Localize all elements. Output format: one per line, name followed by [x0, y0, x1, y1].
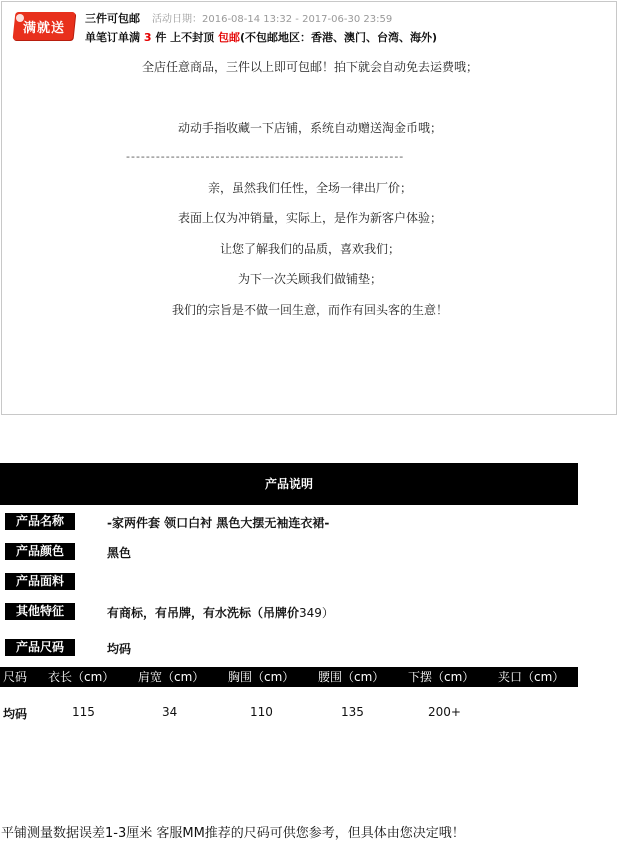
value-other-features: [107, 604, 334, 621]
rule-mid: 件 上不封顶: [155, 31, 215, 44]
col-length: 衣长（cm）: [48, 670, 115, 684]
col-shoulder: 肩宽（cm）: [138, 670, 205, 684]
divider-dashes: --------------------------------------------------------: [126, 150, 405, 163]
rule-suffix: (不包邮地区：香港、澳门、台湾、海外): [240, 31, 438, 44]
features-text: 有商标，有吊牌，有水洗标（吊牌价: [107, 606, 300, 620]
cell-length: 115: [72, 705, 95, 719]
label-product-fabric: 产品面料: [5, 573, 75, 590]
promo-title: 三件可包邮: [85, 12, 140, 25]
badge-label: 满就送: [22, 21, 65, 36]
notice-mission: 我们的宗旨是不做一回生意，而作有回头客的生意！: [171, 303, 448, 317]
label-product-name: 产品名称: [5, 513, 75, 530]
period-label: 活动日期：: [152, 14, 202, 25]
rule-count: 3: [143, 31, 152, 44]
label-product-color: 产品颜色: [5, 543, 75, 560]
notice-free-shipping: 全店任意商品，三件以上即可包邮！拍下就会自动免去运费哦；: [141, 60, 478, 74]
notice-next-visit: 为下一次关顾我们做铺垫；: [237, 272, 382, 286]
col-size: 尺码: [3, 670, 28, 684]
promotion-panel: [1, 1, 617, 415]
size-table-header: [0, 667, 578, 687]
cell-size: 均码: [3, 707, 28, 721]
col-bust: 胸围（cm）: [228, 670, 295, 684]
notice-favorite-shop: 动动手指收藏一下店铺，系统自动赠送淘金币哦；: [177, 121, 442, 135]
notice-new-customer: 表面上仅为冲销量，实际上，是作为新客户体验；: [177, 211, 442, 225]
rule-highlight: 包邮: [218, 31, 241, 44]
period-dates: 2016-08-14 13:32 - 2017-06-30 23:59: [202, 14, 393, 25]
label-product-size: 产品尺码: [5, 639, 75, 656]
label-other-features: 其他特征: [5, 603, 75, 620]
cell-bust: 110: [250, 705, 273, 719]
cell-waist: 135: [341, 705, 364, 719]
product-description-header: 产品说明: [0, 463, 578, 505]
cell-shoulder: 34: [162, 705, 178, 719]
tag-price: 349）: [299, 606, 334, 620]
rule-prefix: 单笔订单满: [85, 31, 140, 44]
value-product-size: 均码: [107, 642, 132, 656]
measurement-note: 平铺测量数据误差1-3厘米 客服MM推荐的尺码可供您参考，但具体由您决定哦！: [1, 826, 465, 841]
promo-period: [152, 10, 392, 25]
promo-rule: [85, 29, 437, 45]
value-product-color: 黑色: [107, 546, 132, 560]
col-waist: 腰围（cm）: [318, 670, 385, 684]
cell-hem: 200+: [428, 705, 461, 719]
col-hem: 下摆（cm）: [408, 670, 475, 684]
notice-factory-price: 亲，虽然我们任性，全场一律出厂价；: [207, 181, 412, 195]
notice-quality: 让您了解我们的品质，喜欢我们；: [219, 242, 400, 256]
col-armhole: 夹口（cm）: [498, 670, 565, 684]
gift-badge: [14, 12, 74, 40]
value-product-name: -家两件套 领口白衬 黑色大摆无袖连衣裙-: [107, 516, 330, 530]
